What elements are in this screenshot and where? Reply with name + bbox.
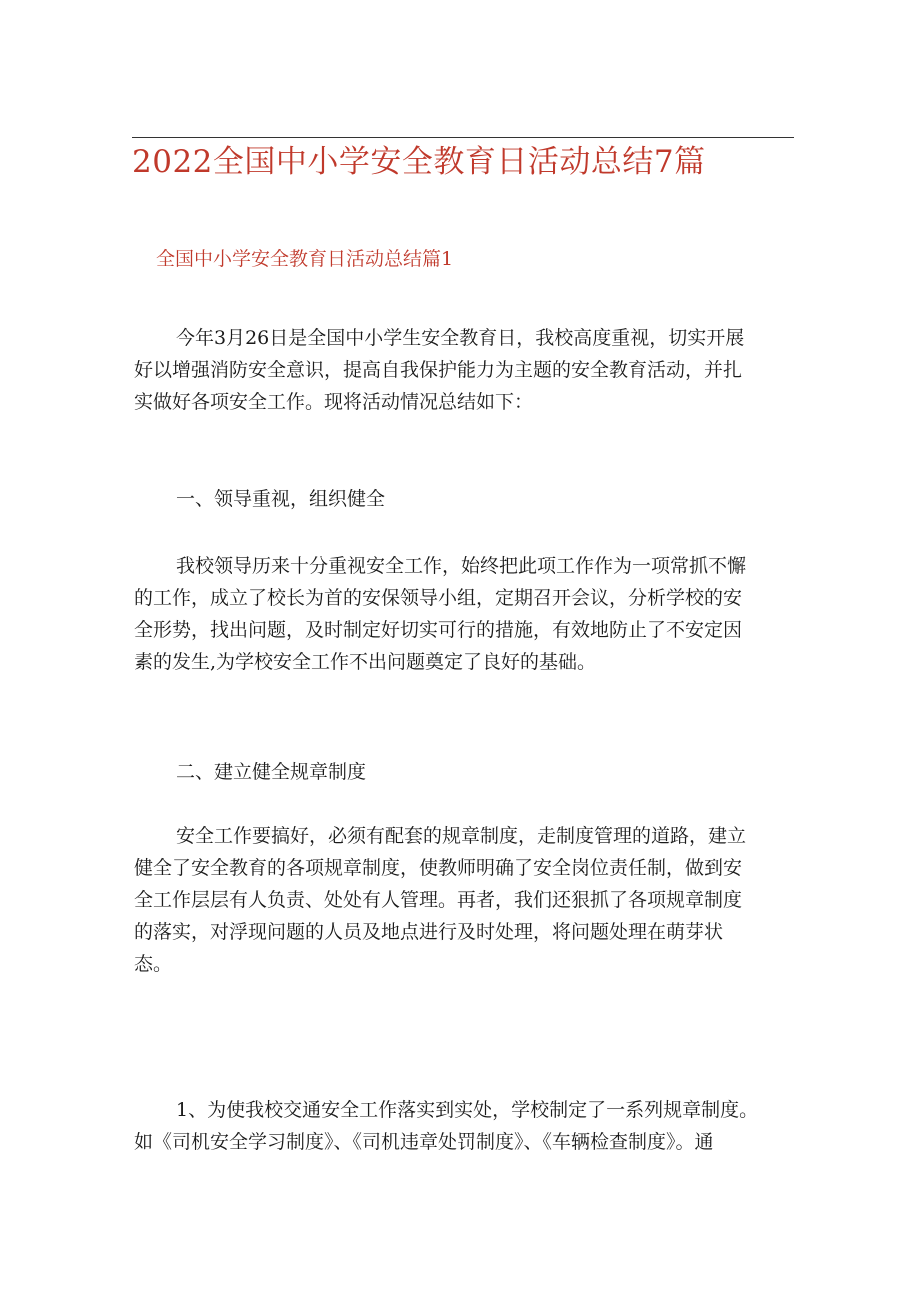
text-line: 我校领导历来十分重视安全工作，始终把此项工作作为一项常抓不懈: [176, 555, 747, 577]
text-line: 1、为使我校交通安全工作落实到实处，学校制定了一系列规章制度。: [176, 1099, 759, 1121]
paragraph-traffic: [134, 1094, 814, 1158]
document-title: 2022全国中小学安全教育日活动总结7篇: [132, 144, 706, 180]
text-line: 好以增强消防安全意识，提高自我保护能力为主题的安全教育活动，并扎: [134, 359, 743, 381]
paragraph-intro: [134, 322, 814, 418]
text-line: 健全了安全教育的各项规章制度，使教师明确了安全岗位责任制，做到安: [134, 857, 743, 879]
heading-one: [134, 483, 814, 515]
paragraph-regulations: [134, 820, 814, 980]
text-line: 全形势，找出问题，及时制定好切实可行的措施，有效地防止了不安定因: [134, 619, 743, 641]
section-subtitle: 全国中小学安全教育日活动总结篇1: [156, 248, 454, 270]
text-line: 二、建立健全规章制度: [176, 761, 367, 783]
text-line: 安全工作要搞好，必须有配套的规章制度，走制度管理的道路，建立: [176, 825, 747, 847]
heading-two: [134, 756, 814, 788]
text-line: 的工作，成立了校长为首的安保领导小组，定期召开会议，分析学校的安: [134, 587, 743, 609]
text-line: 的落实，对浮现问题的人员及地点进行及时处理，将问题处理在萌芽状: [134, 921, 724, 943]
text-line: 态。: [134, 953, 173, 975]
paragraph-leadership: [134, 550, 814, 678]
text-line: 全工作层层有人负责、处处有人管理。再者，我们还狠抓了各项规章制度: [134, 889, 743, 911]
text-line: 素的发生,为学校安全工作不出问题奠定了良好的基础。: [134, 651, 597, 673]
text-line: 实做好各项安全工作。现将活动情况总结如下：: [134, 391, 534, 413]
text-line: 如《司机安全学习制度》、《司机违章处罚制度》、《车辆检查制度》。通: [134, 1131, 714, 1153]
text-line: 今年3月26日是全国中小学生安全教育日，我校高度重视，切实开展: [176, 327, 745, 349]
text-line: 一、领导重视，组织健全: [176, 488, 386, 510]
